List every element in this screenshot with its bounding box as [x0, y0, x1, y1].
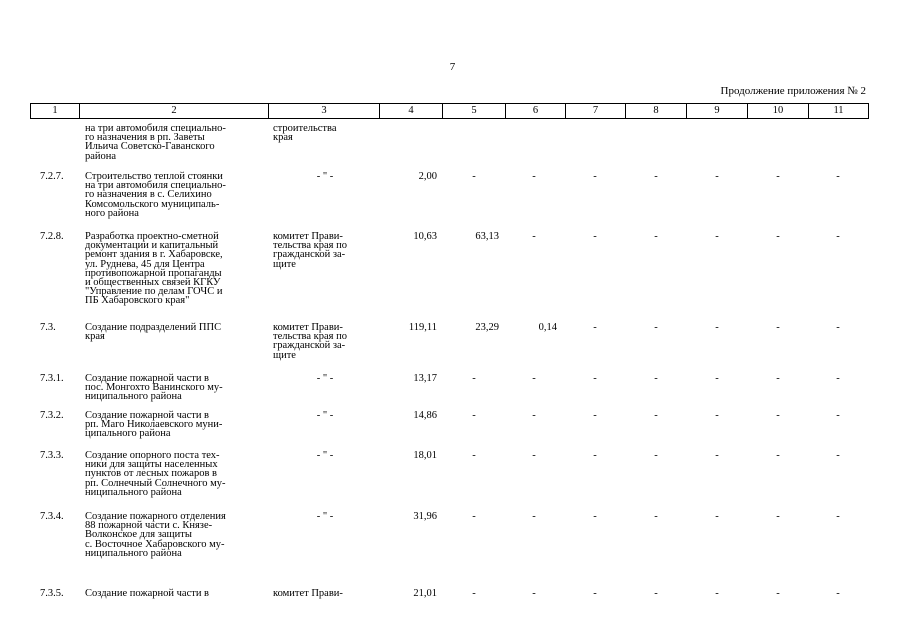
cell-col-8: - [654, 410, 658, 421]
executor-line: комитет Прави- [273, 322, 343, 333]
row-description [85, 172, 265, 218]
cell-col-6: - [532, 231, 536, 242]
executor-line: комитет Прави- [273, 231, 343, 242]
cell-col-6: - [532, 373, 536, 384]
cell-col-5: - [472, 450, 476, 461]
row-executor [273, 589, 373, 598]
cell-col-8: - [654, 450, 658, 461]
description-line: ниципального района [85, 547, 182, 559]
description-line: Создание опорного поста тех- [85, 450, 220, 461]
row-executor [273, 232, 373, 269]
header-col-8: 8 [626, 104, 687, 118]
description-line: ного района [85, 207, 139, 219]
description-line: Строительство теплой стоянки [85, 171, 223, 182]
description-line: рп. Солнечный Солнечного му- [85, 477, 226, 489]
row-executor [300, 172, 350, 181]
cell-col-4: 21,01 [413, 588, 437, 599]
cell-col-5: - [472, 588, 476, 599]
executor-line: комитет Прави- [273, 588, 343, 599]
row-description [85, 512, 265, 558]
executor-line: щите [273, 349, 296, 361]
description-line: ул. Руднева, 45 для Центра [85, 258, 205, 270]
cell-col-5: 23,29 [475, 322, 499, 333]
executor-line: строительства [273, 123, 337, 134]
description-line: Волконское для защиты [85, 529, 192, 541]
description-line: "Управление по делам ГОЧС и [85, 286, 223, 298]
cell-col-10: - [776, 511, 780, 522]
cell-col-7: - [593, 322, 597, 333]
cell-col-6: - [532, 171, 536, 182]
continuation-title: Продолжение приложения № 2 [720, 85, 866, 97]
description-line: Создание пожарной части в [85, 410, 210, 421]
cell-col-9: - [715, 410, 719, 421]
description-line: района [85, 150, 117, 162]
row-executor [300, 451, 350, 460]
description-line: Разработка проектно-сметной [85, 231, 219, 242]
cell-col-8: - [654, 511, 658, 522]
executor-line: - " - [316, 450, 334, 461]
cell-col-4: 13,17 [413, 373, 437, 384]
description-line: на три автомобиля специально- [85, 123, 226, 134]
executor-line: щите [273, 258, 296, 270]
cell-col-11: - [836, 322, 840, 333]
row-description [85, 323, 265, 341]
row-description [85, 124, 265, 161]
cell-col-4: 10,63 [413, 231, 437, 242]
cell-col-11: - [836, 171, 840, 182]
header-col-9: 9 [687, 104, 748, 118]
description-line: ники для защиты населенных [85, 459, 218, 471]
cell-col-9: - [715, 322, 719, 333]
cell-col-10: - [776, 171, 780, 182]
row-number: 7.3.4. [40, 511, 64, 522]
cell-col-9: - [715, 231, 719, 242]
cell-col-4: 2,00 [418, 171, 437, 182]
cell-col-9: - [715, 511, 719, 522]
header-col-2: 2 [80, 104, 269, 118]
cell-col-8: - [654, 322, 658, 333]
description-line: Ильича Советско-Гаванского [85, 141, 215, 153]
cell-col-9: - [715, 450, 719, 461]
row-executor [300, 411, 350, 420]
executor-line: тельства края по [273, 240, 347, 252]
cell-col-8: - [654, 373, 658, 384]
description-line: противопожарной пропаганды [85, 267, 222, 279]
description-line: и общественных связей КГКУ [85, 276, 221, 288]
cell-col-8: - [654, 588, 658, 599]
cell-col-10: - [776, 373, 780, 384]
header-col-7: 7 [566, 104, 626, 118]
row-executor [300, 374, 350, 383]
cell-col-4: 18,01 [413, 450, 437, 461]
row-number: 7.3.5. [40, 588, 64, 599]
cell-col-5: - [472, 373, 476, 384]
cell-col-11: - [836, 450, 840, 461]
row-number: 7.2.8. [40, 231, 64, 242]
row-executor [273, 323, 373, 360]
cell-col-7: - [593, 450, 597, 461]
row-executor [300, 512, 350, 521]
row-number: 7.3.1. [40, 373, 64, 384]
description-line: Создание подразделений ППС [85, 322, 222, 333]
executor-line: гражданской за- [273, 249, 346, 261]
cell-col-7: - [593, 588, 597, 599]
description-line: пос. Монгохто Ванинского му- [85, 382, 223, 394]
description-line: документации и капитальный [85, 240, 219, 252]
cell-col-4: 31,96 [413, 511, 437, 522]
row-description [85, 232, 265, 306]
cell-col-4: 119,11 [408, 322, 437, 333]
description-line: Создание пожарной части в [85, 588, 210, 599]
row-description [85, 451, 265, 497]
header-col-6: 6 [506, 104, 566, 118]
description-line: ниципального района [85, 391, 182, 403]
header-col-4: 4 [380, 104, 443, 118]
description-line: го назначения в с. Селихино [85, 189, 212, 201]
cell-col-7: - [593, 410, 597, 421]
description-line: Создание пожарного отделения [85, 511, 226, 522]
executor-line: - " - [316, 373, 334, 384]
row-number: 7.3.3. [40, 450, 64, 461]
cell-col-11: - [836, 410, 840, 421]
description-line: ципального района [85, 428, 171, 440]
cell-col-6: - [532, 450, 536, 461]
header-col-3: 3 [269, 104, 380, 118]
cell-col-11: - [836, 231, 840, 242]
description-line: 88 пожарной части с. Князе- [85, 520, 213, 532]
executor-line: - " - [316, 410, 334, 421]
cell-col-8: - [654, 231, 658, 242]
header-col-10: 10 [748, 104, 809, 118]
executor-line: тельства края по [273, 331, 347, 343]
description-line: края [85, 331, 105, 343]
cell-col-10: - [776, 231, 780, 242]
description-line: с. Восточное Хабаровского му- [85, 538, 225, 550]
cell-col-7: - [593, 171, 597, 182]
description-line: Комсомольского муниципаль- [85, 198, 220, 210]
description-line: на три автомобиля специально- [85, 180, 226, 192]
cell-col-9: - [715, 373, 719, 384]
description-line: ПБ Хабаровского края" [85, 295, 190, 307]
cell-col-8: - [654, 171, 658, 182]
row-description [85, 589, 265, 598]
cell-col-10: - [776, 322, 780, 333]
row-executor [273, 124, 373, 142]
cell-col-4: 14,86 [413, 410, 437, 421]
description-line: ремонт здания в г. Хабаровске, [85, 249, 223, 261]
cell-col-6: - [532, 511, 536, 522]
executor-line: - " - [316, 171, 334, 182]
cell-col-6: - [532, 588, 536, 599]
row-number: 7.2.7. [40, 171, 64, 182]
row-description [85, 411, 265, 439]
cell-col-7: - [593, 511, 597, 522]
page-number: 7 [449, 61, 456, 73]
header-col-11: 11 [833, 105, 844, 116]
cell-col-10: - [776, 588, 780, 599]
cell-col-11: - [836, 511, 840, 522]
cell-col-9: - [715, 171, 719, 182]
description-line: пунктов от лесных пожаров в [85, 468, 217, 480]
cell-col-6: - [532, 410, 536, 421]
table-header [30, 103, 869, 119]
header-col-1: 1 [31, 104, 80, 118]
description-line: Создание пожарной части в [85, 373, 210, 384]
cell-col-10: - [776, 410, 780, 421]
description-line: ниципального района [85, 486, 182, 498]
cell-col-5: - [472, 410, 476, 421]
executor-line: края [273, 132, 293, 144]
header-col-5: 5 [443, 104, 506, 118]
description-line: рп. Маго Николаевского муни- [85, 419, 223, 431]
cell-col-5: - [472, 171, 476, 182]
cell-col-6: 0,14 [538, 322, 557, 333]
row-description [85, 374, 265, 402]
cell-col-9: - [715, 588, 719, 599]
cell-col-5: 63,13 [475, 231, 499, 242]
row-number: 7.3. [40, 322, 56, 333]
cell-col-11: - [836, 373, 840, 384]
executor-line: - " - [316, 511, 334, 522]
cell-col-11: - [836, 588, 840, 599]
cell-col-7: - [593, 231, 597, 242]
executor-line: гражданской за- [273, 340, 346, 352]
row-number: 7.3.2. [40, 410, 64, 421]
cell-col-10: - [776, 450, 780, 461]
description-line: го назначения в рп. Заветы [85, 132, 205, 144]
cell-col-7: - [593, 373, 597, 384]
cell-col-5: - [472, 511, 476, 522]
